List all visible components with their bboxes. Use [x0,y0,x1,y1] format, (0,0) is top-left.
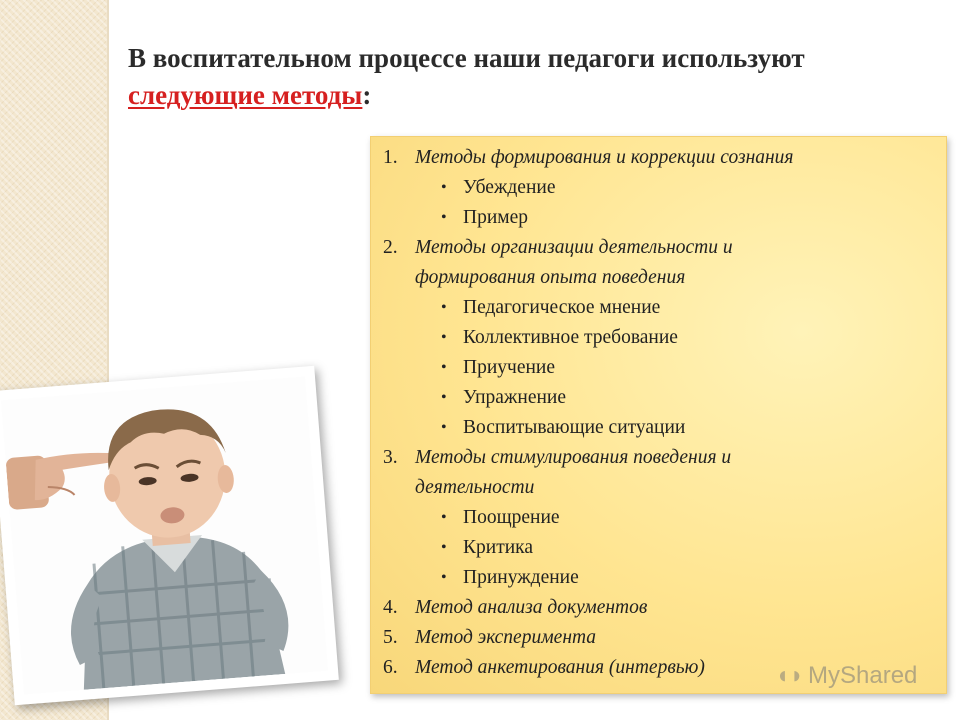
method-number: 2. [383,237,398,258]
bullet-icon: • [441,299,447,316]
method-number: 4. [383,597,398,618]
method-text: Воспитывающие ситуации [463,417,686,438]
title-colon: : [362,80,372,110]
methods-list [371,143,946,683]
method-text: деятельности [415,477,535,498]
bullet-icon: • [441,419,447,436]
method-text: Методы организации деятельности и [415,237,733,258]
title-highlight: следующие методы [128,80,363,110]
method-item [371,233,946,263]
method-subitem [371,563,946,593]
method-text: Методы формирования и коррекции сознания [415,147,794,168]
bullet-icon: • [441,359,447,376]
bullet-icon: • [441,179,447,196]
bullet-icon: • [441,569,447,586]
method-text: формирования опыта поведения [415,267,686,288]
method-text: Приучение [463,357,556,378]
method-item [371,443,946,473]
method-subitem [371,503,946,533]
bullet-icon: • [441,509,447,526]
method-text: Упражнение [463,387,567,408]
method-item [371,593,946,623]
child-photo-frame [0,366,339,706]
method-text: Критика [463,537,533,558]
method-subitem [371,413,946,443]
method-number: 6. [383,657,398,678]
method-item [371,143,946,173]
myshared-logo-icon: ◖◗ [775,662,804,689]
method-subitem [371,203,946,233]
slide-title [128,40,828,114]
shirt [72,529,285,689]
method-item-continuation [371,473,946,503]
method-text: Методы стимулирования поведения и [415,447,732,468]
bullet-icon: • [441,329,447,346]
watermark [775,660,917,692]
bullet-icon: • [441,389,447,406]
method-item [371,623,946,653]
method-text: Метод эксперимента [415,627,597,648]
methods-card [370,136,947,694]
method-subitem [371,383,946,413]
method-number: 3. [383,447,398,468]
method-text: Принуждение [463,567,579,588]
method-subitem [371,323,946,353]
method-text: Убеждение [463,177,556,198]
watermark-text: MyShared [808,662,918,689]
method-text: Пример [463,207,529,228]
head [98,404,238,542]
method-subitem [371,353,946,383]
method-subitem [371,173,946,203]
child-photo [1,376,328,694]
method-text: Педагогическое мнение [463,297,661,318]
child-illustration [1,376,328,694]
method-number: 1. [383,147,398,168]
method-subitem [371,293,946,323]
method-text: Метод анкетирования (интервью) [415,657,705,678]
method-item-continuation [371,263,946,293]
method-text: Поощрение [463,507,560,528]
method-text: Коллективное требование [463,327,678,348]
method-number: 5. [383,627,398,648]
bullet-icon: • [441,539,447,556]
method-text: Метод анализа документов [415,597,648,618]
method-subitem [371,533,946,563]
bullet-icon: • [441,209,447,226]
title-text: В воспитательном процессе наши педагоги используют [128,43,805,73]
